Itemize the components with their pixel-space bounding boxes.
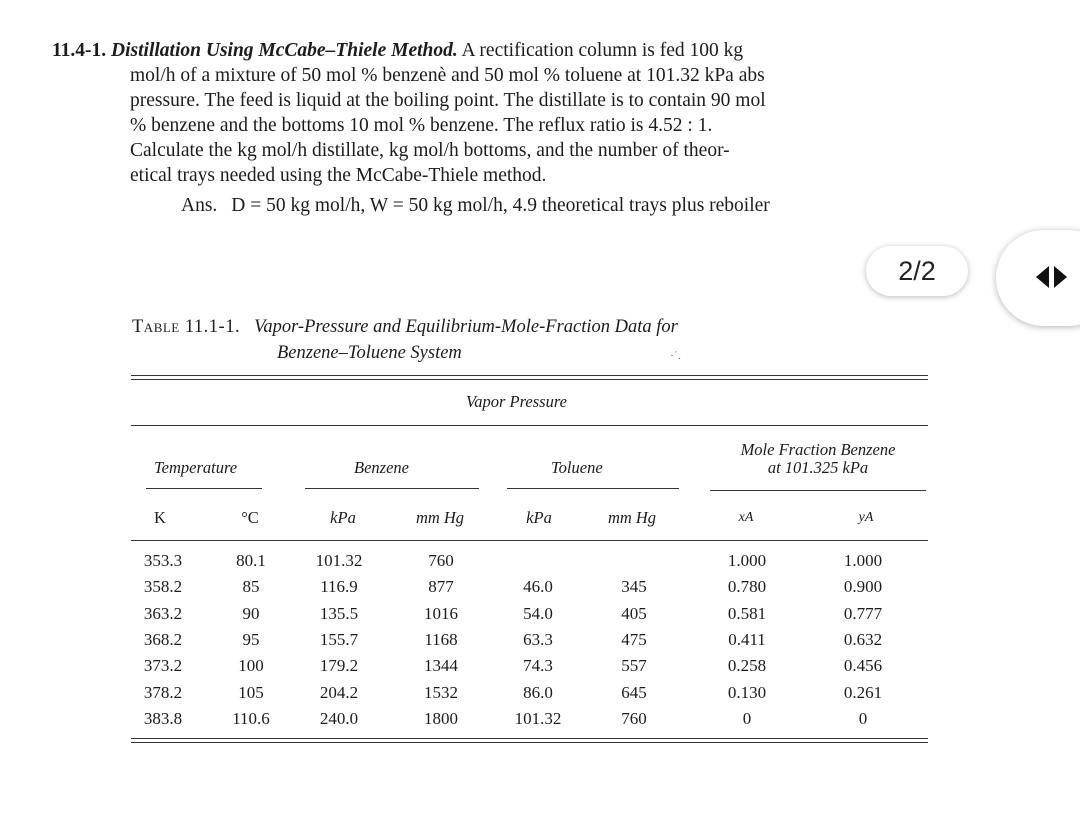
cell-ya: 0 (858, 708, 868, 728)
mole-fraction-underline (710, 490, 926, 491)
cell-xa: 0.258 (727, 656, 767, 676)
cell-xa: 1.000 (727, 551, 767, 570)
mole-fraction-header-line-2: at 101.325 kPa (767, 458, 869, 477)
cell-benzene-kpa: 155.7 (319, 629, 359, 649)
cell-xa: 0.780 (727, 577, 767, 597)
cell-celsius: 100 (238, 656, 264, 676)
table-top-rule (131, 379, 928, 380)
unit-xa: xA (738, 510, 754, 525)
table-label: Table 11.1-1. (132, 317, 241, 337)
cell-toluene-kpa: 63.3 (523, 629, 553, 649)
page-nav-button[interactable] (996, 230, 1080, 326)
cell-toluene-mmhg: 760 (621, 708, 647, 728)
cell-xa: 0.581 (727, 603, 767, 623)
answer-label: Ans. (181, 195, 218, 216)
cell-celsius: 110.6 (232, 708, 270, 728)
unit-ya: yA (858, 510, 874, 525)
cell-toluene-kpa: 54.0 (523, 603, 553, 623)
unit-benzene-kpa: kPa (330, 508, 356, 527)
cell-kelvin: 373.2 (143, 656, 183, 676)
cell-toluene-mmhg: 557 (621, 656, 647, 676)
cell-ya: 0.632 (843, 629, 883, 649)
cell-benzene-kpa: 135.5 (319, 603, 359, 623)
table-bottom-rule (131, 742, 928, 743)
cell-benzene-mmhg: 1800 (424, 708, 458, 728)
scan-speck: ·˙. (670, 348, 681, 362)
cell-benzene-kpa: 204.2 (319, 682, 359, 702)
cell-celsius: 90 (242, 603, 260, 623)
cell-toluene-kpa: 74.3 (523, 656, 553, 676)
unit-toluene-mmhg: mm Hg (607, 508, 657, 527)
cell-benzene-mmhg: 760 (428, 551, 454, 570)
previous-arrow-icon[interactable] (1036, 266, 1049, 288)
cell-toluene-kpa: 86.0 (523, 682, 553, 702)
problem-text: Calculate the kg mol/h distillate, kg mol/h bottoms, and the number of theor- (130, 140, 730, 161)
problem-text: A rectification column is fed 100 kg (461, 40, 744, 61)
cell-toluene-kpa: 46.0 (523, 577, 553, 597)
cell-kelvin: 368.2 (143, 629, 183, 649)
page-indicator: 2/2 (866, 246, 968, 296)
unit-benzene-mmhg: mm Hg (415, 508, 465, 527)
cell-xa: 0 (742, 708, 752, 728)
cell-toluene-kpa: 101.32 (514, 708, 562, 728)
cell-ya: 1.000 (843, 551, 883, 570)
temperature-header: Temperature (154, 458, 238, 477)
mole-fraction-header-line-1: Mole Fraction Benzene (740, 440, 896, 459)
cell-kelvin: 353.3 (143, 551, 183, 570)
unit-celsius: °C (241, 508, 259, 527)
mole-fraction-header (710, 440, 926, 478)
units-rule (131, 540, 928, 541)
vapor-pressure-header: Vapor Pressure (466, 392, 567, 411)
cell-celsius: 85 (242, 577, 260, 597)
problem-statement (52, 38, 932, 188)
answer (181, 195, 770, 217)
cell-benzene-mmhg: 1532 (424, 682, 458, 702)
table-top-rule (131, 375, 928, 376)
cell-toluene-mmhg: 475 (621, 629, 647, 649)
problem-text: pressure. The feed is liquid at the boiling point. The distillate is to contain 90 mol (130, 90, 766, 111)
cell-ya: 0.900 (843, 577, 883, 597)
cell-ya: 0.777 (843, 603, 883, 623)
toluene-header: Toluene (551, 458, 603, 477)
next-arrow-icon[interactable] (1054, 266, 1067, 288)
cell-celsius: 95 (242, 629, 260, 649)
answer-text: D = 50 kg mol/h, W = 50 kg mol/h, 4.9 theoretical trays plus reboiler (231, 195, 770, 216)
cell-kelvin: 378.2 (143, 682, 183, 702)
cell-kelvin: 383.8 (143, 708, 183, 728)
cell-benzene-mmhg: 1016 (424, 603, 458, 623)
table-caption (132, 314, 678, 366)
cell-xa: 0.130 (727, 682, 767, 702)
cell-toluene-mmhg: 405 (621, 603, 647, 623)
table-bottom-rule (131, 738, 928, 739)
problem-text: etical trays needed using the McCabe-Thiele method. (130, 165, 547, 186)
cell-benzene-mmhg: 1168 (424, 629, 458, 649)
cell-benzene-kpa: 116.9 (320, 577, 358, 597)
problem-title: Distillation Using McCabe–Thiele Method. (111, 40, 458, 61)
cell-benzene-mmhg: 877 (428, 577, 454, 597)
unit-k: K (154, 508, 166, 527)
table-title: Vapor-Pressure and Equilibrium-Mole-Fraction Data for (254, 317, 678, 337)
cell-benzene-kpa: 240.0 (319, 708, 359, 728)
toluene-underline (507, 488, 679, 489)
problem-text: % benzene and the bottoms 10 mol % benzene. The reflux ratio is 4.52 : 1. (130, 115, 713, 136)
cell-kelvin: 363.2 (143, 603, 183, 623)
cell-ya: 0.456 (843, 656, 883, 676)
unit-toluene-kpa: kPa (526, 508, 552, 527)
benzene-header: Benzene (354, 458, 409, 477)
cell-celsius: 80.1 (236, 551, 266, 570)
problem-line-1 (52, 38, 932, 63)
temperature-underline (146, 488, 262, 489)
problem-number: 11.4-1. (52, 40, 107, 61)
cell-xa: 0.411 (728, 629, 766, 649)
cell-benzene-kpa: 101.32 (315, 551, 363, 570)
problem-text: mol/h of a mixture of 50 mol % benzenè and 50 mol % toluene at 101.32 kPa abs (130, 65, 765, 86)
table-rule (131, 425, 928, 426)
table-title-line-2: Benzene–Toluene System (277, 343, 462, 363)
cell-kelvin: 358.2 (143, 577, 183, 597)
cell-benzene-kpa: 179.2 (319, 656, 359, 676)
cell-toluene-mmhg: 645 (621, 682, 647, 702)
cell-ya: 0.261 (843, 682, 883, 702)
benzene-underline (305, 488, 479, 489)
cell-celsius: 105 (238, 682, 264, 702)
cell-benzene-mmhg: 1344 (424, 656, 458, 676)
cell-toluene-mmhg: 345 (621, 577, 647, 597)
